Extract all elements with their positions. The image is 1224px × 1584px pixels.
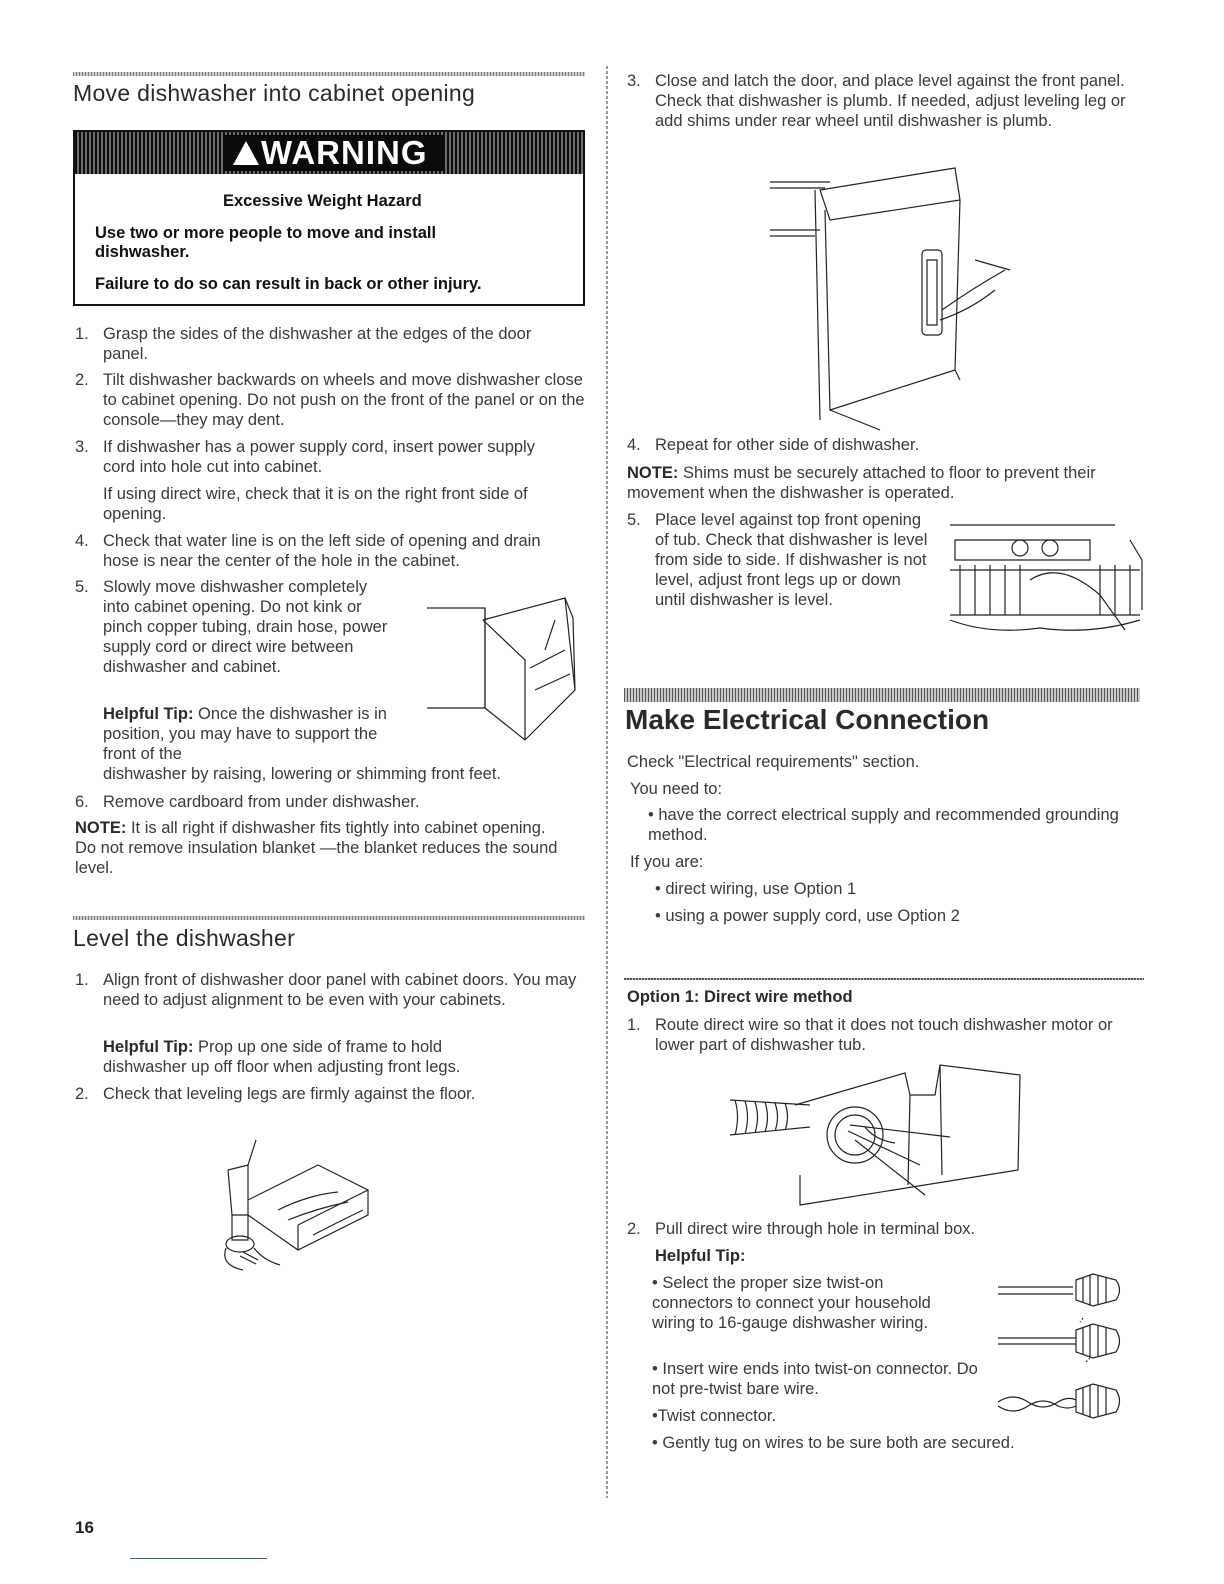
bullet-icon: • bbox=[648, 806, 654, 824]
move-note: NOTE: It is all right if dishwasher fits tightly into cabinet opening. Do not remove insulation blanket —the blanket reduces the sound level. bbox=[75, 819, 558, 877]
level-step-5: Place level against top front opening of tub. Check that dishwasher is level from side to side. If dishwasher is not level, adjust front legs up or down until dishwasher is level. bbox=[655, 511, 928, 609]
level-note: NOTE: Shims must be securely attached to floor to prevent their movement when the dishwasher is operated. bbox=[627, 464, 1096, 502]
section-rule bbox=[73, 916, 585, 920]
move-step-6: Remove cardboard from under dishwasher. bbox=[103, 793, 420, 811]
electrical-bullet-2: • using a power supply cord, use Option 2 bbox=[655, 907, 960, 925]
terminal-box-illustration bbox=[730, 1065, 1020, 1205]
leveling-leg-wrench-illustration bbox=[218, 1140, 373, 1270]
electrical-title-bar bbox=[624, 688, 1140, 702]
footer-rule bbox=[130, 1558, 267, 1559]
dishwasher-cabinet-illustration bbox=[425, 590, 590, 740]
warning-line1b: dishwasher. bbox=[95, 243, 190, 261]
option-rule bbox=[624, 978, 1144, 980]
step-number: 3. bbox=[75, 438, 89, 456]
move-step-5-tip: Helpful Tip: Once the dishwasher is in position, you may have to support the front of the bbox=[103, 705, 387, 763]
bullet-icon: • bbox=[652, 1360, 658, 1378]
step-number: 2. bbox=[627, 1220, 641, 1238]
electrical-check: Check "Electrical requirements" section. bbox=[627, 753, 920, 771]
warning-hazard: Excessive Weight Hazard bbox=[223, 192, 422, 210]
option1-tip-1: • Select the proper size twist-on connectors to connect your household wiring to 16-gauge dishwasher wiring. bbox=[652, 1274, 931, 1332]
step-number: 2. bbox=[75, 1085, 89, 1103]
level-step-2: Check that leveling legs are firmly against the floor. bbox=[103, 1085, 476, 1103]
section-title-level: Level the dishwasher bbox=[73, 925, 296, 951]
bullet-icon: • bbox=[655, 907, 661, 925]
step-number: 1. bbox=[75, 971, 89, 989]
move-step-5-tip-end: dishwasher by raising, lowering or shimming front feet. bbox=[103, 765, 502, 783]
warning-triangle-icon bbox=[233, 141, 259, 165]
move-step-3-extra: If using direct wire, check that it is on the right front side of opening. bbox=[103, 485, 528, 523]
step-number: 1. bbox=[627, 1016, 641, 1034]
level-step-1-tip: Helpful Tip: Prop up one side of frame to hold dishwasher up off floor when adjusting front legs. bbox=[103, 1038, 461, 1076]
step-number: 4. bbox=[75, 532, 89, 550]
option1-step-1: Route direct wire so that it does not touch dishwasher motor or lower part of dishwasher tub. bbox=[655, 1016, 1113, 1054]
move-step-3: If dishwasher has a power supply cord, insert power supply cord into hole cut into cabinet. bbox=[103, 438, 535, 476]
step-number: 3. bbox=[627, 72, 641, 90]
step-number: 1. bbox=[75, 325, 89, 343]
option1-tip-3: •Twist connector. bbox=[652, 1407, 777, 1425]
option1-tip-label: Helpful Tip: bbox=[655, 1247, 746, 1265]
electrical-bullet-1: • direct wiring, use Option 1 bbox=[655, 880, 857, 898]
option1-title: Option 1: Direct wire method bbox=[627, 988, 853, 1006]
step-number: 4. bbox=[627, 436, 641, 454]
option1-tip-2: • Insert wire ends into twist-on connector. Do not pre-twist bare wire. bbox=[652, 1360, 978, 1398]
move-step-4: Check that water line is on the left side of opening and drain hose is near the center of the hole in the cabinet. bbox=[103, 532, 541, 570]
step-number: 5. bbox=[627, 511, 641, 529]
twist-connector-illustration-2 bbox=[998, 1318, 1123, 1363]
electrical-you-need: You need to: bbox=[630, 780, 723, 798]
section-title-electrical: Make Electrical Connection bbox=[625, 704, 990, 735]
bullet-icon: • bbox=[652, 1407, 658, 1425]
warning-line1a: Use two or more people to move and install bbox=[95, 224, 437, 242]
warning-line2: Failure to do so can result in back or other injury. bbox=[95, 275, 482, 293]
page-number: 16 bbox=[75, 1518, 94, 1537]
bullet-icon: • bbox=[652, 1434, 658, 1452]
warning-bar bbox=[75, 132, 583, 174]
step-number: 6. bbox=[75, 793, 89, 811]
warning-label: WARNING bbox=[225, 135, 444, 171]
option1-step-2: Pull direct wire through hole in terminal box. bbox=[655, 1220, 976, 1238]
section-title-move: Move dishwasher into cabinet opening bbox=[73, 80, 476, 106]
twist-connector-illustration-1 bbox=[998, 1272, 1123, 1310]
move-step-5: Slowly move dishwasher completely into cabinet opening. Do not kink or pinch copper tubing, drain hose, power supply cord or direct wire between dishwasher and cabinet. bbox=[103, 578, 388, 676]
option1-tip-4: • Gently tug on wires to be sure both are secured. bbox=[652, 1434, 1015, 1452]
dishwasher-door-level-illustration bbox=[770, 160, 1010, 430]
bullet-icon: • bbox=[655, 880, 661, 898]
step-number: 2. bbox=[75, 371, 89, 389]
move-step-1: Grasp the sides of the dishwasher at the edges of the door panel. bbox=[103, 325, 532, 363]
level-step-3: Close and latch the door, and place level against the front panel. Check that dishwasher is plumb. If needed, adjust leveling leg or add shims under rear wheel until dishwasher is plumb. bbox=[655, 72, 1126, 130]
column-divider bbox=[606, 66, 608, 1498]
twist-connector-illustration-3 bbox=[998, 1380, 1123, 1420]
tub-level-illustration bbox=[950, 520, 1145, 645]
electrical-if-you-are: If you are: bbox=[630, 853, 704, 871]
move-step-2: Tilt dishwasher backwards on wheels and move dishwasher close to cabinet opening. Do not push on the front of the panel or on the console—they may dent. bbox=[103, 371, 585, 429]
warning-box bbox=[73, 130, 585, 306]
electrical-need-bullet: • have the correct electrical supply and recommended grounding method. bbox=[648, 806, 1119, 844]
section-rule bbox=[73, 72, 585, 76]
level-step-4: Repeat for other side of dishwasher. bbox=[655, 436, 920, 454]
step-number: 5. bbox=[75, 578, 89, 596]
level-step-1: Align front of dishwasher door panel with cabinet doors. You may need to adjust alignment to be even with your cabinets. bbox=[103, 971, 577, 1009]
bullet-icon: • bbox=[652, 1274, 658, 1292]
